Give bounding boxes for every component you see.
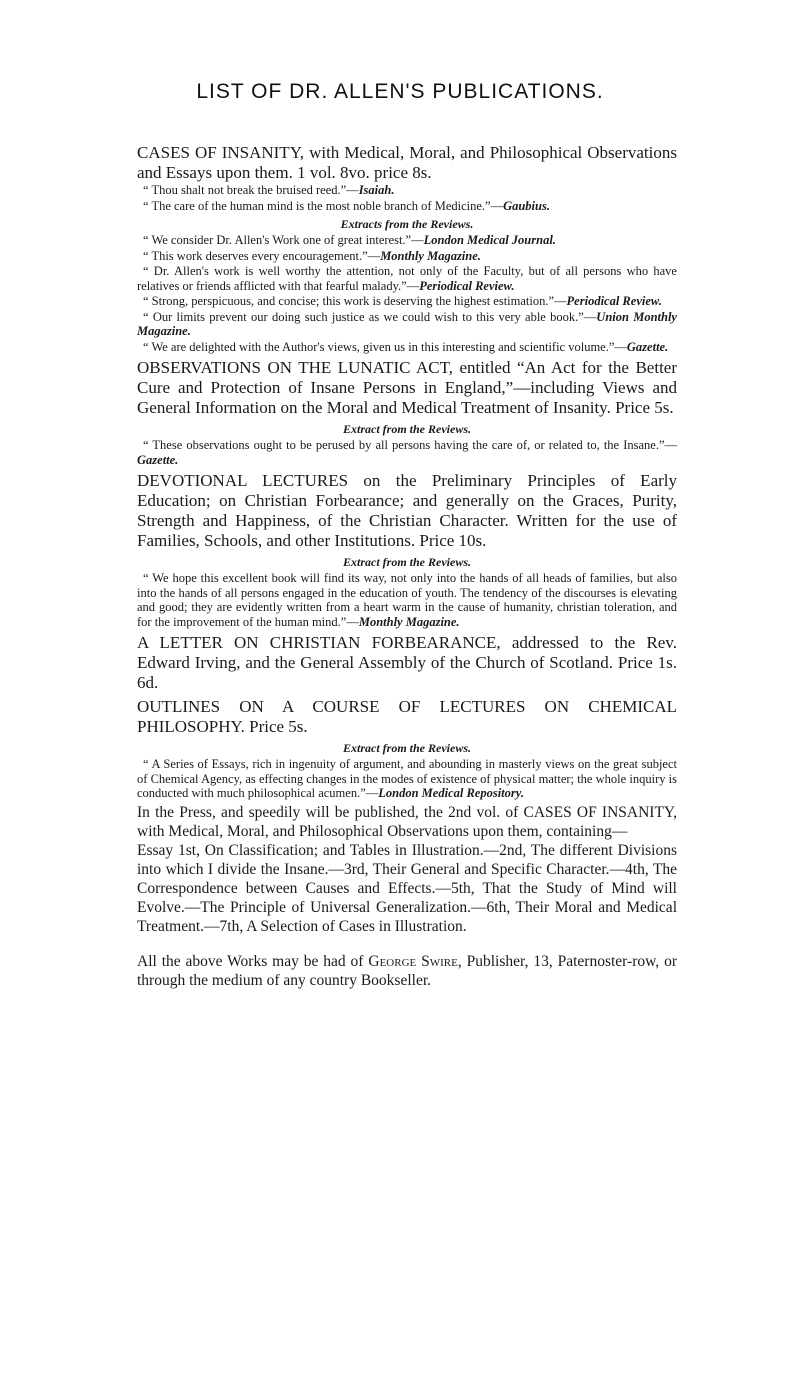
quote-text: “ We hope this excellent book will find its way, not only into the hands of all heads of families, but also into the hands of all persons engaged in the education of youth. The tendency of the discourses is elevating and good; they are evidently written from a heart warm in the cause of humanity, christian toleration, and for the improvement of the human mind.”— xyxy=(137,571,677,629)
quote-source: Gazette. xyxy=(626,339,669,354)
quote-text: “ Strong, perspicuous, and concise; this work is deserving the highest estimation.”— xyxy=(143,294,567,308)
quote-source: Union Monthly Magazine. xyxy=(137,309,677,338)
extracts-heading: Extract from the Reviews. xyxy=(343,422,471,436)
quote-text: “ Dr. Allen's work is well worthy the attention, not only of the Faculty, but of all persons who have relatives or friends afflicted with that fearful malady.”— xyxy=(137,264,677,293)
publication-title: A LETTER ON CHRISTIAN FORBEARANCE, xyxy=(137,633,501,652)
quote-source: Periodical Review. xyxy=(566,294,662,308)
publication-entry xyxy=(137,358,677,418)
publication-description: on the Preliminary Principles of Early Education; on Christian Forbearance; and generally on the Graces, Purity, Strength and Happiness, of the Christian Character. Written for the use of Families, Schools, and other Institutions. Price 10s. xyxy=(137,471,677,550)
publication-description: entitled “An Act for the Better Cure and Protection of Insane Persons in England,”—including Views and General Information on the Moral and Medical Treatment of Insanity. Price 5s. xyxy=(137,358,677,417)
quote-source: London Medical Journal. xyxy=(423,233,556,247)
quote-source: Periodical Review. xyxy=(419,278,515,293)
extracts-heading: Extract from the Reviews. xyxy=(343,741,471,755)
publication-title: OUTLINES ON A COURSE OF LECTURES ON CHEMICAL PHILOSOPHY. xyxy=(137,697,677,736)
page-title: LIST OF DR. ALLEN'S PUBLICATIONS. xyxy=(196,80,604,103)
epigraph-quote xyxy=(137,183,677,198)
essay-contents: Essay 1st, On Classification; and Tables in Illustration.—2nd, The different Divisions into which I divide the Insane.—3rd, Their General and Specific Character.—4th, The Correspondence between Causes and Effects.—5th, That the Study of Mind will Evolve.—The Principle of Universal Generalization.—6th, Their Moral and Medical Treatment.—7th, A Selection of Cases in Illustration. xyxy=(137,841,677,935)
review-quote xyxy=(137,340,677,355)
epigraph-quote xyxy=(137,199,677,214)
review-quote xyxy=(137,757,677,801)
forthcoming-announcement: In the Press, and speedily will be published, the 2nd vol. of CASES OF INSANITY, with Medical, Moral, and Philosophical Observations upon them, containing— xyxy=(137,803,677,840)
publication-title: OBSERVATIONS ON THE LUNATIC ACT, xyxy=(137,358,453,377)
publisher-note-lead: All the above Works may be had of xyxy=(137,952,369,970)
publication-description: addressed to the Rev. Edward Irving, and the General Assembly of the Church of Scotland. Price 1s. 6d. xyxy=(137,633,677,692)
quote-text: “ We consider Dr. Allen's Work one of great interest.”— xyxy=(143,233,424,247)
publisher-note xyxy=(137,952,677,990)
publisher-name: George Swire xyxy=(368,952,458,970)
quote-source: London Medical Repository. xyxy=(378,786,524,800)
extracts-heading: Extract from the Reviews. xyxy=(343,555,471,569)
quote-text: “ Thou shalt not break the bruised reed.”— xyxy=(143,183,359,197)
review-quote xyxy=(137,571,677,629)
publisher-note-rest: , Publisher, 13, Paternoster-row, or through the medium of any country Bookseller. xyxy=(137,952,677,989)
publication-entry xyxy=(137,143,677,183)
review-quote xyxy=(137,294,677,309)
quote-source: Gazette. xyxy=(137,452,179,467)
quote-source: Monthly Magazine. xyxy=(380,248,481,263)
publication-entry xyxy=(137,633,677,693)
review-quote xyxy=(137,233,677,248)
review-quote xyxy=(137,310,677,339)
review-quote xyxy=(137,264,677,293)
review-quote xyxy=(137,438,677,467)
quote-source: Isaiah. xyxy=(358,183,395,197)
quote-text: “ We are delighted with the Author's views, given us in this interesting and scientific volume.”— xyxy=(143,339,627,354)
extracts-heading: Extracts from the Reviews. xyxy=(340,217,474,231)
publication-entry xyxy=(137,697,677,737)
quote-text: “ The care of the human mind is the most noble branch of Medicine.”— xyxy=(143,198,504,213)
quote-text: “ These observations ought to be perused by all persons having the care of, or related to, the Insane.”— xyxy=(143,438,677,452)
review-quote xyxy=(137,249,677,264)
publication-title: CASES OF INSANITY, xyxy=(137,143,305,162)
publication-title: DEVOTIONAL LECTURES xyxy=(137,471,349,490)
quote-text: “ Our limits prevent our doing such justice as we could wish to this very able book.”— xyxy=(143,309,597,324)
publication-entry xyxy=(137,471,677,551)
quote-text: “ This work deserves every encouragement.”— xyxy=(143,248,381,263)
publication-description: Price 5s. xyxy=(244,717,308,736)
publication-description: with Medical, Moral, and Philosophical Observations and Essays upon them. 1 vol. 8vo. price 8s. xyxy=(137,143,677,182)
quote-source: Gaubius. xyxy=(503,198,550,213)
quote-source: Monthly Magazine. xyxy=(358,614,460,629)
quote-text: “ A Series of Essays, rich in ingenuity of argument, and abounding in masterly views on the great subject of Chemical Agency, as effecting changes in the modes of existence of physical matter; the whole inquiry is conducted with much philosophical acumen.”— xyxy=(137,757,677,800)
publications-list xyxy=(137,143,677,990)
